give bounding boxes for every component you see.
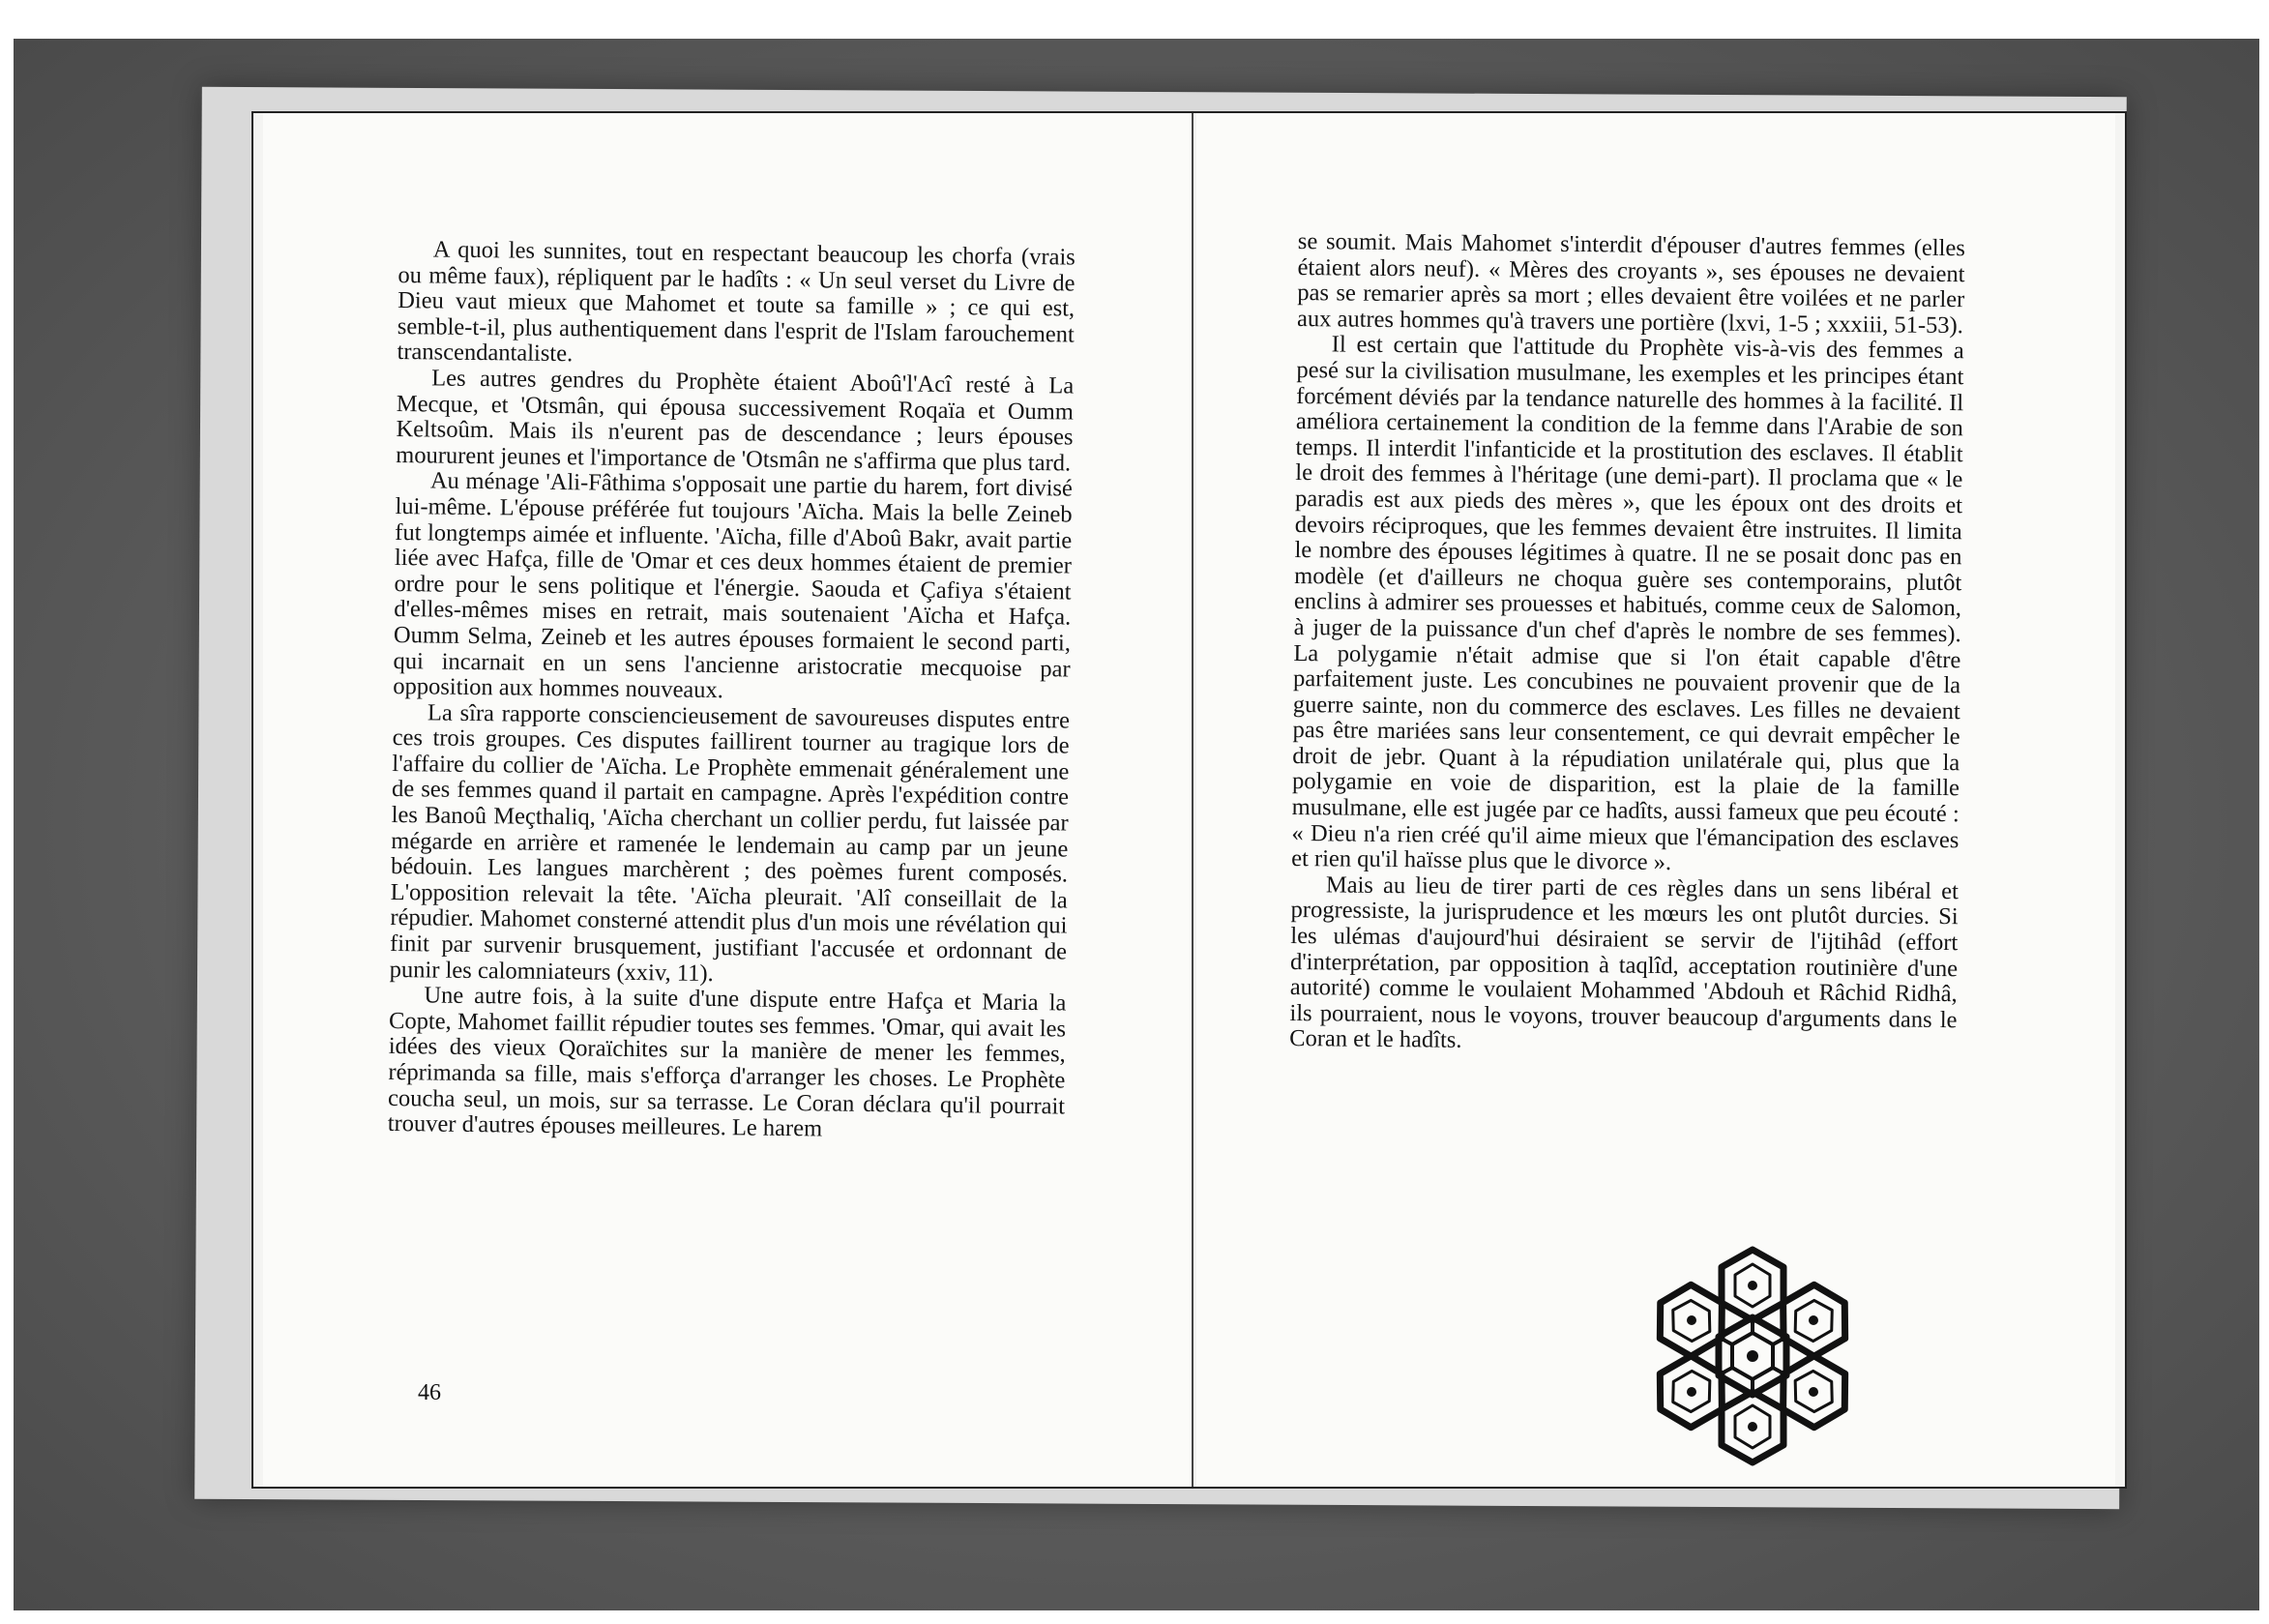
paragraph: La sîra rapporte consciencieusement de savoureuses disputes entre ces trois groupes. Ces disputes faillirent tourner au tragique lors de l'affaire du collier de 'Aïcha. Le Prophète emmenait généralement une de ses femmes quand il partait en campagne. Après l'expédition contre les Banoû Meçthaliq, 'Aïcha cherchant un collier perdu, fut laissée par mégarde en arrière et ramenée le lendemain au camp par un jeune bédouin. Les langues marchèrent ; des poèmes furent composés. L'opposition relevait la tête. 'Aïcha pleurait. 'Alî conseillait de la répudier. Mahomet consterné attendit plus d'un mois une révélation qui finit par survenir brusquement, justifiant l'accusée et ordonnant de punir les calomniateurs (xxiv, 11).: [389, 699, 1071, 987]
paragraph: Au ménage 'Ali-Fâthima s'opposait une partie du harem, fort divisé lui-même. L'épouse préférée fut toujours 'Aïcha. Mais la belle Zeineb fut longtemps aimée et influente. 'Aïcha, fille d'Aboû Bakr, avait partie liée avec Hafça, fille de 'Omar et ces deux hommes étaient de premier ordre pour le sens politique et l'énergie. Saouda et Çafiya s'étaient d'elles-mêmes mises en retrait, mais soutenaient 'Aïcha et Hafça. Oumm Selma, Zeineb et les autres épouses formaient le second parti, qui incarnait en un sens l'ancienne aristocratie mecquoise par opposition aux hommes nouveaux.: [393, 467, 1074, 704]
paragraph: Une autre fois, à la suite d'une dispute entre Hafça et Maria la Copte, Mahomet faillit répudier toutes ses femmes. 'Omar, qui avait les idées des vieux Qoraïchites sur la manière de mener les femmes, réprimanda sa fille, mais s'efforça d'arranger les choses. Le Prophète coucha seul, un mois, sur sa terrasse. Le Coran déclara qu'il pourrait trouver d'autres épouses meilleures. Le harem: [387, 982, 1067, 1142]
right-page: [1196, 113, 2115, 1487]
hexagonal-star-ornament-icon: [1636, 1240, 1869, 1472]
open-book: [251, 111, 2127, 1489]
paragraph: A quoi les sunnites, tout en respectant beaucoup les chorfa (vrais ou même faux), répliquent par le hadîts : « Un seul verset du Livre de Dieu vaut mieux que Mahomet et toute sa famille » ; ce qui est, semble-t-il, plus authentiquement dans l'esprit de l'Islam farouchement transcendantaliste.: [397, 236, 1076, 368]
paragraph: Les autres gendres du Prophète étaient Aboû'l'Acî resté à La Mecque, et 'Otsmân, qui épousa successivement Roqaïa et Oumm Keltsoûm. Mais ils n'eurent pas de descendance ; leurs épouses moururent jeunes et l'importance de 'Otsmân ne s'affirma que plus tard.: [396, 365, 1075, 477]
page-number: 46: [418, 1380, 441, 1405]
right-page-text: [1289, 229, 1965, 1059]
paragraph: Mais au lieu de tirer parti de ces règles dans un sens libéral et progressiste, la jurisprudence et les mœurs les ont plutôt durcies. Si les ulémas d'aujourd'hui désiraient se servir de l'ijtihâd (effort d'interprétation, par opposition à taqlîd, acceptation routinière d'une autorité) comme le voulaient Mohammed 'Abdouh et Râchid Ridhâ, ils pourraient, nous le voyons, trouver beaucoup d'arguments dans le Coran et le hadîts.: [1289, 871, 1960, 1054]
paragraph: se soumit. Mais Mahomet s'interdit d'épouser d'autres femmes (elles étaient alors neuf). « Mères des croyants », ses épouses ne devaient pas se remarier après sa mort ; elles devaient être voilées et ne parler aux autres hommes qu'à travers une portière (lxvi, 1-5 ; xxxiii, 51-53).: [1296, 228, 1965, 339]
left-page-text: [388, 237, 1076, 1145]
paragraph: Il est certain que l'attitude du Prophète vis-à-vis des femmes a pesé sur la civilisation musulmane, les exemples et les principes étant forcément déviés par la tendance naturelle des hommes à la facilité. Il améliora certainement la condition de la femme dans l'Arabie de son temps. Il interdit l'infanticide et la prostitution des esclaves. Il établit le droit des femmes à l'héritage (une demi-part). Il proclama que « le paradis est aux pieds des mères », que les époux ont des droits et devoirs réciproques, que les femmes devaient être instruites. Il limita le nombre des épouses légitimes à quatre. Il ne se posait donc pas en modèle (et d'ailleurs ne choqua guère ses contemporains, plutôt enclins à admirer ses prouesses et habitués, comme ceux de Salomon, à juger de la puissance d'un chef d'après le nombre de ses femmes). La polygamie n'était admise que si l'on était capable d'être parfaitement juste. Les concubines ne pouvaient provenir que de la guerre sainte, non du commerce des esclaves. Les filles ne devaient pas être mariées sans leur consentement, ce qui devrait empêcher le droit de jebr. Quant à la répudiation unilatérale qui, plus que la polygamie en voie de disparition, est la plaie de la famille musulmane, elle est jugée par ce hadîts, aussi fameux que peu écouté : « Dieu n'a rien créé qu'il aime mieux que l'émancipation des esclaves et rien qu'il haïsse plus que le divorce ».: [1291, 331, 1964, 876]
left-page: [263, 113, 1193, 1487]
